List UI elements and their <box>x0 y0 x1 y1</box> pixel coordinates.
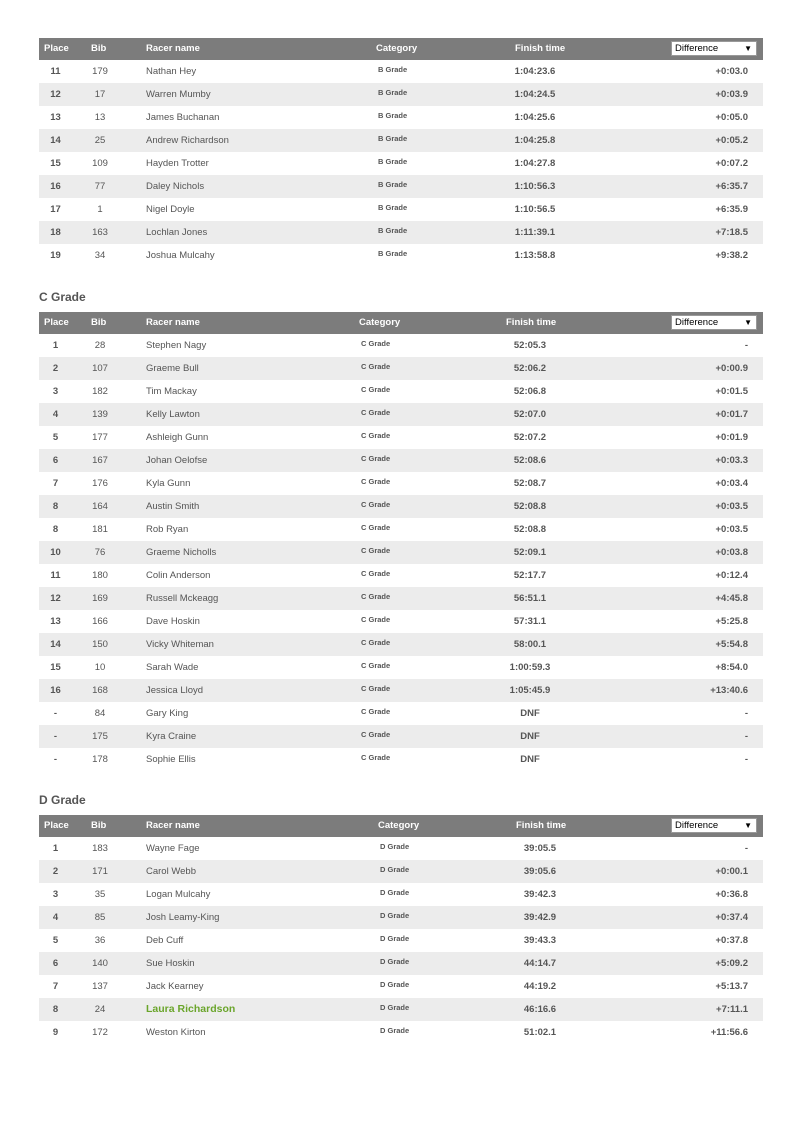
cell-bib: 175 <box>92 731 108 742</box>
cell-place: 8 <box>52 524 59 535</box>
cell-place: 12 <box>50 593 61 604</box>
cell-place: 3 <box>52 386 59 397</box>
cell-racer-name: Ashleigh Gunn <box>146 432 209 443</box>
cell-racer-name: Lochlan Jones <box>146 227 208 238</box>
cell-racer-name: Kyra Craine <box>146 731 197 742</box>
cell-difference: +0:03.8 <box>715 547 748 558</box>
cell-category: D Grade <box>380 1003 410 1012</box>
cell-place: 14 <box>50 639 61 650</box>
cell-difference: +0:37.8 <box>715 935 748 946</box>
cell-finish-time: 1:04:25.6 <box>514 112 556 123</box>
cell-difference: +0:36.8 <box>715 889 748 900</box>
cell-place: 3 <box>52 889 59 900</box>
cell-racer-name: Sue Hoskin <box>146 958 195 969</box>
cell-difference: +0:03.0 <box>715 66 748 77</box>
cell-place: 16 <box>50 685 61 696</box>
cell-bib: 181 <box>92 524 108 535</box>
cell-place: 4 <box>52 409 59 420</box>
cell-difference: +4:45.8 <box>715 593 748 604</box>
cell-difference: +0:03.5 <box>715 524 748 535</box>
cell-bib: 166 <box>92 616 108 627</box>
table-row <box>39 518 763 541</box>
table-row <box>39 702 763 725</box>
cell-racer-name: Colin Anderson <box>146 570 211 581</box>
cell-category: C Grade <box>361 661 391 670</box>
cell-difference: +0:00.9 <box>715 363 748 374</box>
cell-bib: 168 <box>92 685 108 696</box>
header-racer-name: Racer name <box>146 317 200 328</box>
cell-bib: 150 <box>92 639 108 650</box>
cell-finish-time: 57:31.1 <box>513 616 547 627</box>
cell-finish-time: 39:05.5 <box>523 843 557 854</box>
cell-difference: - <box>744 754 748 765</box>
cell-category: C Grade <box>361 431 391 440</box>
cell-finish-time: 52:08.6 <box>513 455 547 466</box>
cell-place: 9 <box>52 1027 59 1038</box>
cell-difference: +5:09.2 <box>715 958 748 969</box>
cell-place: 12 <box>50 89 61 100</box>
cell-category: C Grade <box>361 477 391 486</box>
header-place: Place <box>44 820 69 831</box>
table-row <box>39 334 763 357</box>
cell-place: 17 <box>50 204 61 215</box>
cell-racer-name: Weston Kirton <box>146 1027 206 1038</box>
cell-racer-name: Warren Mumby <box>146 89 211 100</box>
cell-place: - <box>53 754 58 765</box>
cell-difference: +0:12.4 <box>715 570 748 581</box>
cell-place: 18 <box>50 227 61 238</box>
table-row <box>39 472 763 495</box>
cell-place: 19 <box>50 250 61 261</box>
cell-finish-time: 52:08.7 <box>513 478 547 489</box>
cell-category: B Grade <box>378 134 408 143</box>
cell-place: 6 <box>52 455 59 466</box>
cell-racer-name: Gary King <box>146 708 189 719</box>
chevron-down-icon: ▼ <box>744 821 752 830</box>
cell-racer-name: Kelly Lawton <box>146 409 200 420</box>
cell-difference: +5:13.7 <box>715 981 748 992</box>
cell-bib: 10 <box>94 662 106 673</box>
cell-finish-time: 52:07.2 <box>513 432 547 443</box>
cell-category: C Grade <box>361 385 391 394</box>
cell-category: C Grade <box>361 638 391 647</box>
table-row <box>39 426 763 449</box>
cell-bib: 178 <box>92 754 108 765</box>
cell-category: C Grade <box>361 500 391 509</box>
cell-place: 6 <box>52 958 59 969</box>
cell-category: C Grade <box>361 546 391 555</box>
cell-place: - <box>53 731 58 742</box>
sort-select-value: Difference <box>675 43 719 54</box>
section-title-c-grade: C Grade <box>39 290 86 304</box>
cell-bib: 107 <box>92 363 108 374</box>
cell-category: C Grade <box>361 362 391 371</box>
cell-racer-name: Daley Nichols <box>146 181 205 192</box>
cell-finish-time: 52:17.7 <box>513 570 547 581</box>
header-place: Place <box>44 43 69 54</box>
cell-place: 5 <box>52 935 59 946</box>
sort-select-value: Difference <box>675 820 719 831</box>
table-row <box>39 998 763 1021</box>
cell-category: D Grade <box>380 934 410 943</box>
cell-finish-time: 44:14.7 <box>523 958 557 969</box>
cell-category: C Grade <box>361 339 391 348</box>
cell-category: B Grade <box>378 111 408 120</box>
cell-bib: 25 <box>94 135 106 146</box>
header-category: Category <box>378 820 420 831</box>
cell-racer-name: Johan Oelofse <box>146 455 208 466</box>
cell-racer-name: Graeme Nicholls <box>146 547 217 558</box>
cell-racer-name: Josh Leamy-King <box>146 912 220 923</box>
cell-finish-time: 1:10:56.3 <box>514 181 556 192</box>
cell-bib: 77 <box>94 181 106 192</box>
header-finish-time: Finish time <box>506 317 557 328</box>
cell-finish-time: 39:05.6 <box>523 866 557 877</box>
cell-difference: +6:35.9 <box>715 204 748 215</box>
cell-racer-name: Wayne Fage <box>146 843 200 854</box>
cell-racer-name: Nigel Doyle <box>146 204 195 215</box>
cell-finish-time: 56:51.1 <box>513 593 547 604</box>
cell-racer-name: Russell Mckeagg <box>146 593 219 604</box>
cell-racer-name: James Buchanan <box>146 112 220 123</box>
cell-finish-time: 1:00:59.3 <box>509 662 551 673</box>
cell-finish-time: 1:04:25.8 <box>514 135 556 146</box>
cell-racer-name: Andrew Richardson <box>146 135 229 146</box>
cell-bib: 1 <box>97 204 103 215</box>
cell-place: 1 <box>52 340 59 351</box>
cell-bib: 137 <box>92 981 108 992</box>
cell-bib: 34 <box>94 250 106 261</box>
cell-difference: +5:25.8 <box>715 616 748 627</box>
cell-difference: +0:01.7 <box>715 409 748 420</box>
cell-difference: +0:07.2 <box>715 158 748 169</box>
cell-finish-time: 52:05.3 <box>513 340 547 351</box>
cell-difference: - <box>744 340 748 351</box>
cell-finish-time: 39:42.9 <box>523 912 557 923</box>
cell-racer-name: Hayden Trotter <box>146 158 209 169</box>
cell-category: D Grade <box>380 842 410 851</box>
cell-place: 8 <box>52 1004 59 1015</box>
cell-difference: +0:01.9 <box>715 432 748 443</box>
cell-finish-time: 46:16.6 <box>523 1004 557 1015</box>
cell-category: B Grade <box>378 180 408 189</box>
sort-select-value: Difference <box>675 317 719 328</box>
cell-difference: +9:38.2 <box>715 250 748 261</box>
cell-racer-name: Kyla Gunn <box>146 478 191 489</box>
cell-place: 13 <box>50 112 61 123</box>
table-header <box>39 312 763 334</box>
cell-finish-time: DNF <box>520 708 540 719</box>
cell-bib: 36 <box>94 935 106 946</box>
table-row <box>39 83 763 106</box>
cell-bib: 13 <box>94 112 106 123</box>
table-row <box>39 449 763 472</box>
cell-racer-name: Tim Mackay <box>146 386 197 397</box>
cell-difference: +6:35.7 <box>715 181 748 192</box>
cell-bib: 177 <box>92 432 108 443</box>
cell-difference: - <box>744 708 748 719</box>
table-header <box>39 815 763 837</box>
cell-difference: +0:03.3 <box>715 455 748 466</box>
cell-place: 10 <box>50 547 61 558</box>
cell-category: C Grade <box>361 569 391 578</box>
cell-bib: 176 <box>92 478 108 489</box>
cell-category: C Grade <box>361 592 391 601</box>
cell-difference: - <box>744 731 748 742</box>
table-row <box>39 748 763 771</box>
cell-difference: +0:37.4 <box>715 912 748 923</box>
cell-racer-name: Vicky Whiteman <box>146 639 214 650</box>
cell-place: 7 <box>52 981 59 992</box>
cell-finish-time: 51:02.1 <box>523 1027 557 1038</box>
sort-select[interactable] <box>671 41 757 56</box>
cell-place: 15 <box>50 662 61 673</box>
cell-finish-time: 58:00.1 <box>513 639 547 650</box>
cell-finish-time: DNF <box>520 731 540 742</box>
cell-category: C Grade <box>361 753 391 762</box>
cell-finish-time: 1:11:39.1 <box>514 227 556 238</box>
table-row <box>39 175 763 198</box>
cell-place: 8 <box>52 501 59 512</box>
cell-difference: +13:40.6 <box>710 685 748 696</box>
table-row <box>39 244 763 267</box>
header-racer-name: Racer name <box>146 43 200 54</box>
results-table-c-grade <box>39 312 763 771</box>
header-finish-time: Finish time <box>515 43 566 54</box>
table-row <box>39 403 763 426</box>
cell-difference: +0:01.5 <box>715 386 748 397</box>
cell-place: 13 <box>50 616 61 627</box>
table-row <box>39 929 763 952</box>
cell-racer-name: Jack Kearney <box>146 981 204 992</box>
cell-finish-time: 1:04:23.6 <box>514 66 556 77</box>
sort-select[interactable] <box>671 315 757 330</box>
table-row <box>39 60 763 83</box>
cell-finish-time: 1:04:27.8 <box>514 158 556 169</box>
cell-difference: - <box>744 843 748 854</box>
cell-racer-name: Logan Mulcahy <box>146 889 211 900</box>
cell-racer-name: Jessica Lloyd <box>146 685 204 696</box>
cell-finish-time: 1:04:24.5 <box>514 89 556 100</box>
header-finish-time: Finish time <box>516 820 567 831</box>
cell-bib: 17 <box>94 89 106 100</box>
chevron-down-icon: ▼ <box>744 318 752 327</box>
cell-bib: 24 <box>94 1004 106 1015</box>
table-row <box>39 152 763 175</box>
table-row <box>39 725 763 748</box>
cell-bib: 180 <box>92 570 108 581</box>
cell-category: D Grade <box>380 980 410 989</box>
cell-finish-time: 1:10:56.5 <box>514 204 556 215</box>
cell-bib: 35 <box>94 889 106 900</box>
table-row <box>39 860 763 883</box>
table-row <box>39 541 763 564</box>
cell-racer-name: Deb Cuff <box>146 935 184 946</box>
cell-place: 15 <box>50 158 61 169</box>
cell-category: B Grade <box>378 88 408 97</box>
table-row <box>39 380 763 403</box>
cell-category: B Grade <box>378 203 408 212</box>
cell-category: B Grade <box>378 65 408 74</box>
header-racer-name: Racer name <box>146 820 200 831</box>
cell-place: 1 <box>52 843 59 854</box>
cell-place: 2 <box>52 866 59 877</box>
cell-place: 4 <box>52 912 59 923</box>
cell-finish-time: 52:07.0 <box>513 409 547 420</box>
table-row <box>39 564 763 587</box>
cell-bib: 183 <box>92 843 108 854</box>
table-row <box>39 357 763 380</box>
cell-finish-time: 52:08.8 <box>513 501 547 512</box>
cell-category: B Grade <box>378 226 408 235</box>
cell-bib: 28 <box>94 340 106 351</box>
cell-bib: 179 <box>92 66 108 77</box>
cell-place: 2 <box>52 363 59 374</box>
cell-racer-name: Sophie Ellis <box>146 754 196 765</box>
cell-place: 16 <box>50 181 61 192</box>
cell-bib: 109 <box>92 158 108 169</box>
cell-bib: 139 <box>92 409 108 420</box>
table-row <box>39 837 763 860</box>
cell-category: C Grade <box>361 730 391 739</box>
header-category: Category <box>376 43 418 54</box>
cell-racer-name: Carol Webb <box>146 866 196 877</box>
cell-finish-time: 1:05:45.9 <box>509 685 551 696</box>
cell-racer-name: Graeme Bull <box>146 363 199 374</box>
cell-finish-time: 39:43.3 <box>523 935 557 946</box>
cell-difference: +7:18.5 <box>715 227 748 238</box>
cell-difference: +11:56.6 <box>710 1027 748 1038</box>
cell-category: D Grade <box>380 911 410 920</box>
header-category: Category <box>359 317 401 328</box>
cell-category: C Grade <box>361 523 391 532</box>
cell-place: 11 <box>50 66 61 77</box>
cell-category: B Grade <box>378 249 408 258</box>
section-title-d-grade: D Grade <box>39 793 86 807</box>
cell-category: D Grade <box>380 957 410 966</box>
cell-bib: 85 <box>94 912 106 923</box>
cell-difference: +7:11.1 <box>716 1004 748 1015</box>
cell-racer-name: Stephen Nagy <box>146 340 207 351</box>
cell-place: 14 <box>50 135 61 146</box>
table-row <box>39 1021 763 1044</box>
table-row <box>39 656 763 679</box>
cell-bib: 169 <box>92 593 108 604</box>
cell-place: 5 <box>52 432 59 443</box>
results-table-d-grade <box>39 815 763 1044</box>
chevron-down-icon: ▼ <box>744 44 752 53</box>
table-row <box>39 587 763 610</box>
cell-racer-name: Austin Smith <box>146 501 200 512</box>
cell-racer-name: Dave Hoskin <box>146 616 200 627</box>
table-row <box>39 221 763 244</box>
cell-finish-time: 39:42.3 <box>523 889 557 900</box>
table-row <box>39 198 763 221</box>
header-bib: Bib <box>91 820 107 831</box>
cell-place: - <box>53 708 58 719</box>
cell-category: D Grade <box>380 865 410 874</box>
table-row <box>39 129 763 152</box>
cell-finish-time: 52:09.1 <box>513 547 547 558</box>
cell-category: C Grade <box>361 454 391 463</box>
cell-finish-time: 52:08.8 <box>513 524 547 535</box>
table-row <box>39 610 763 633</box>
cell-difference: +0:00.1 <box>715 866 748 877</box>
header-bib: Bib <box>91 317 107 328</box>
cell-racer-name: Laura Richardson <box>146 1003 236 1015</box>
cell-category: C Grade <box>361 615 391 624</box>
cell-place: 7 <box>52 478 59 489</box>
table-row <box>39 883 763 906</box>
cell-bib: 84 <box>94 708 106 719</box>
cell-bib: 164 <box>92 501 108 512</box>
cell-bib: 76 <box>94 547 106 558</box>
cell-bib: 171 <box>92 866 108 877</box>
cell-finish-time: 52:06.2 <box>513 363 547 374</box>
table-row <box>39 906 763 929</box>
header-place: Place <box>44 317 69 328</box>
cell-difference: +0:03.5 <box>715 501 748 512</box>
cell-finish-time: DNF <box>520 754 540 765</box>
cell-bib: 167 <box>92 455 108 466</box>
cell-finish-time: 52:06.8 <box>513 386 547 397</box>
cell-racer-name: Sarah Wade <box>146 662 199 673</box>
table-row <box>39 633 763 656</box>
cell-difference: +0:05.0 <box>715 112 748 123</box>
cell-difference: +0:05.2 <box>715 135 748 146</box>
cell-category: C Grade <box>361 408 391 417</box>
results-table-b-grade <box>39 38 763 267</box>
cell-difference: +0:03.4 <box>715 478 748 489</box>
cell-category: D Grade <box>380 1026 410 1035</box>
table-row <box>39 495 763 518</box>
cell-difference: +8:54.0 <box>715 662 748 673</box>
cell-racer-name: Nathan Hey <box>146 66 197 77</box>
cell-finish-time: 44:19.2 <box>523 981 557 992</box>
table-row <box>39 679 763 702</box>
table-row <box>39 106 763 129</box>
cell-bib: 172 <box>92 1027 108 1038</box>
cell-difference: +0:03.9 <box>715 89 748 100</box>
cell-bib: 163 <box>92 227 108 238</box>
cell-finish-time: 1:13:58.8 <box>514 250 556 261</box>
cell-place: 11 <box>50 570 61 581</box>
table-header <box>39 38 763 60</box>
table-row <box>39 975 763 998</box>
cell-difference: +5:54.8 <box>715 639 748 650</box>
cell-category: B Grade <box>378 157 408 166</box>
cell-racer-name: Rob Ryan <box>146 524 189 535</box>
cell-bib: 182 <box>92 386 108 397</box>
cell-bib: 140 <box>92 958 108 969</box>
cell-racer-name: Joshua Mulcahy <box>146 250 215 261</box>
sort-select[interactable] <box>671 818 757 833</box>
header-bib: Bib <box>91 43 107 54</box>
cell-category: C Grade <box>361 684 391 693</box>
table-row <box>39 952 763 975</box>
cell-category: D Grade <box>380 888 410 897</box>
cell-category: C Grade <box>361 707 391 716</box>
